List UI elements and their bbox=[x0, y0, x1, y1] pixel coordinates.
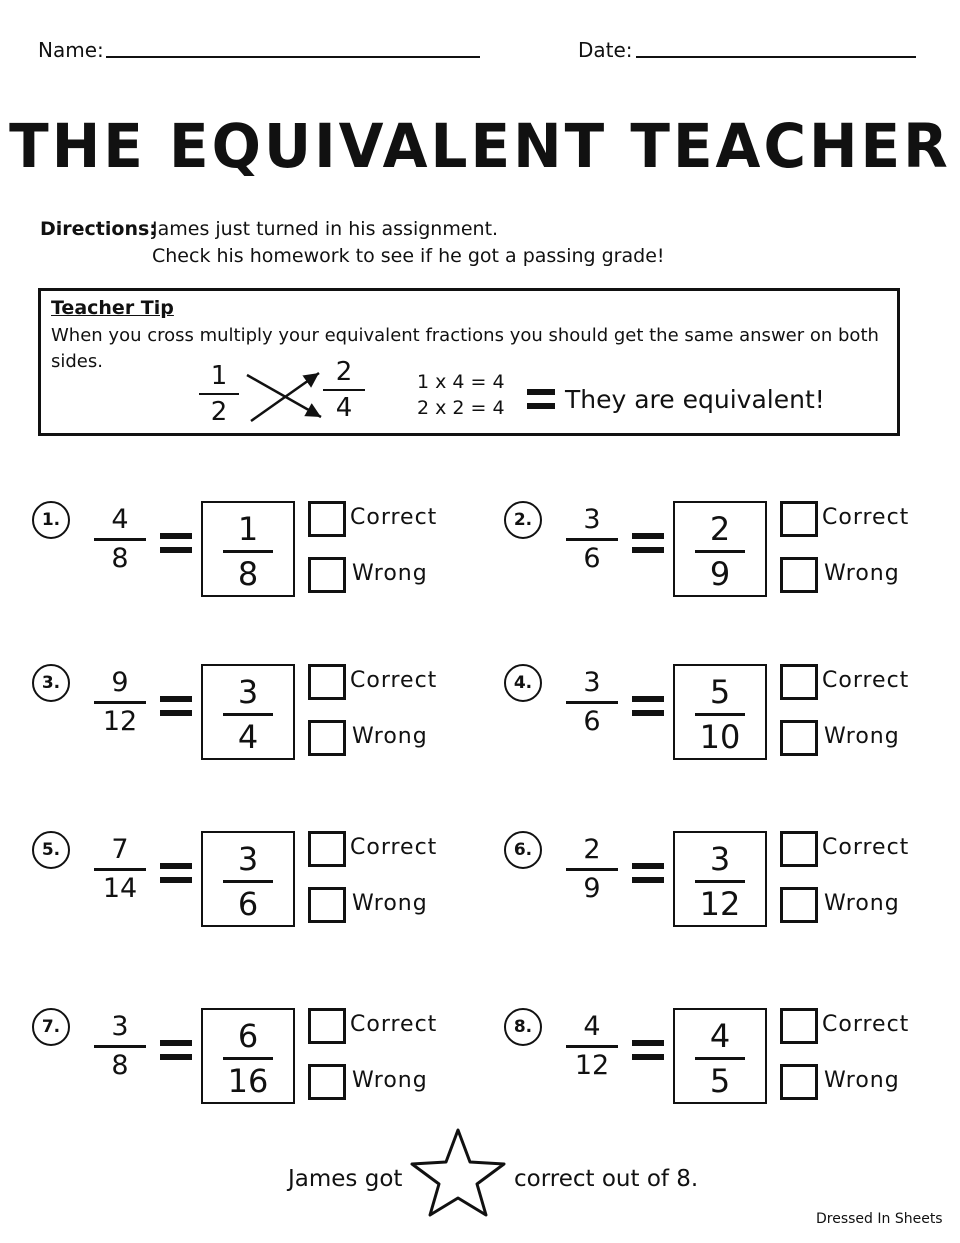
answer-box bbox=[673, 664, 767, 760]
question-numerator: 3 bbox=[583, 504, 601, 535]
equals-sign bbox=[632, 1040, 664, 1068]
tip-equals-sign bbox=[527, 389, 555, 417]
date-line[interactable] bbox=[636, 56, 916, 58]
question-bar bbox=[94, 1045, 146, 1048]
equals-sign bbox=[632, 863, 664, 891]
question-denominator: 6 bbox=[583, 543, 601, 574]
score-suffix: correct out of 8. bbox=[514, 1166, 699, 1192]
problem-number: 4. bbox=[504, 664, 542, 702]
directions-line-1: James just turned in his assignment. bbox=[152, 218, 499, 240]
problem-6 bbox=[504, 827, 944, 937]
answer-numerator: 3 bbox=[237, 840, 259, 878]
cross-multiply-arrows-icon bbox=[241, 365, 331, 427]
question-fraction bbox=[94, 1012, 146, 1081]
wrong-checkbox[interactable] bbox=[780, 887, 818, 923]
name-line[interactable] bbox=[106, 56, 480, 58]
question-fraction bbox=[94, 835, 146, 904]
answer-box bbox=[201, 831, 295, 927]
problem-number: 6. bbox=[504, 831, 542, 869]
wrong-label: Wrong bbox=[824, 724, 900, 749]
wrong-label: Wrong bbox=[352, 1068, 428, 1093]
answer-bar bbox=[223, 1057, 273, 1060]
problem-number: 8. bbox=[504, 1008, 542, 1046]
answer-bar bbox=[223, 713, 273, 716]
problem-number: 3. bbox=[32, 664, 70, 702]
answer-fraction bbox=[223, 674, 273, 755]
question-bar bbox=[94, 538, 146, 541]
equals-sign bbox=[632, 696, 664, 724]
tip-left-denominator: 2 bbox=[210, 397, 228, 427]
answer-box bbox=[201, 664, 295, 760]
equals-sign bbox=[160, 863, 192, 891]
answer-box bbox=[673, 1008, 767, 1104]
directions-text bbox=[152, 216, 665, 270]
answer-denominator: 12 bbox=[699, 885, 741, 923]
answer-denominator: 10 bbox=[699, 718, 741, 756]
teacher-tip-box bbox=[38, 288, 900, 436]
question-bar bbox=[94, 701, 146, 704]
question-numerator: 7 bbox=[111, 834, 129, 865]
answer-numerator: 1 bbox=[237, 510, 259, 548]
directions-label: Directions: bbox=[40, 218, 157, 240]
directions-line-2: Check his homework to see if he got a passing grade! bbox=[152, 245, 665, 267]
answer-fraction bbox=[223, 511, 273, 592]
answer-box bbox=[201, 1008, 295, 1104]
teacher-tip-title: Teacher Tip bbox=[51, 297, 174, 319]
question-fraction bbox=[566, 1012, 618, 1081]
question-fraction bbox=[566, 505, 618, 574]
tip-right-fraction bbox=[323, 357, 365, 423]
tip-left-bar bbox=[199, 393, 239, 395]
tip-equation-1: 1 x 4 = 4 bbox=[417, 371, 505, 393]
wrong-checkbox[interactable] bbox=[308, 887, 346, 923]
answer-denominator: 16 bbox=[227, 1062, 269, 1100]
correct-checkbox[interactable] bbox=[780, 664, 818, 700]
score-star-icon[interactable] bbox=[410, 1126, 506, 1218]
answer-bar bbox=[695, 1057, 745, 1060]
answer-fraction bbox=[695, 841, 745, 922]
wrong-checkbox[interactable] bbox=[780, 1064, 818, 1100]
question-bar bbox=[566, 701, 618, 704]
wrong-checkbox[interactable] bbox=[308, 557, 346, 593]
answer-denominator: 4 bbox=[237, 718, 259, 756]
question-numerator: 4 bbox=[111, 504, 129, 535]
correct-checkbox[interactable] bbox=[308, 501, 346, 537]
problem-number: 5. bbox=[32, 831, 70, 869]
correct-label: Correct bbox=[350, 505, 438, 530]
answer-denominator: 6 bbox=[237, 885, 259, 923]
answer-box bbox=[673, 831, 767, 927]
answer-numerator: 2 bbox=[709, 510, 731, 548]
answer-bar bbox=[695, 713, 745, 716]
answer-fraction bbox=[695, 674, 745, 755]
tip-right-numerator: 2 bbox=[335, 357, 353, 387]
wrong-checkbox[interactable] bbox=[780, 557, 818, 593]
answer-fraction bbox=[223, 841, 273, 922]
correct-label: Correct bbox=[822, 505, 910, 530]
tip-left-numerator: 1 bbox=[210, 361, 228, 391]
question-numerator: 3 bbox=[583, 667, 601, 698]
answer-numerator: 3 bbox=[709, 840, 731, 878]
correct-label: Correct bbox=[350, 668, 438, 693]
answer-numerator: 4 bbox=[709, 1017, 731, 1055]
wrong-label: Wrong bbox=[352, 891, 428, 916]
question-numerator: 4 bbox=[583, 1011, 601, 1042]
answer-fraction bbox=[695, 1018, 745, 1099]
wrong-checkbox[interactable] bbox=[780, 720, 818, 756]
correct-label: Correct bbox=[350, 835, 438, 860]
correct-checkbox[interactable] bbox=[780, 831, 818, 867]
correct-checkbox[interactable] bbox=[308, 1008, 346, 1044]
question-denominator: 6 bbox=[583, 706, 601, 737]
wrong-checkbox[interactable] bbox=[308, 720, 346, 756]
problem-8 bbox=[504, 1004, 944, 1114]
answer-denominator: 5 bbox=[709, 1062, 731, 1100]
equals-sign bbox=[160, 533, 192, 561]
question-numerator: 2 bbox=[583, 834, 601, 865]
problem-number: 2. bbox=[504, 501, 542, 539]
problem-number: 1. bbox=[32, 501, 70, 539]
question-denominator: 12 bbox=[102, 706, 138, 737]
question-bar bbox=[94, 868, 146, 871]
tip-result-text: They are equivalent! bbox=[565, 385, 825, 414]
credit-text: Dressed In Sheets bbox=[816, 1211, 943, 1227]
question-numerator: 3 bbox=[111, 1011, 129, 1042]
correct-checkbox[interactable] bbox=[780, 1008, 818, 1044]
tip-right-denominator: 4 bbox=[335, 393, 353, 423]
problem-7 bbox=[32, 1004, 472, 1114]
tip-equations bbox=[417, 369, 505, 421]
correct-checkbox[interactable] bbox=[308, 664, 346, 700]
question-bar bbox=[566, 538, 618, 541]
question-fraction bbox=[94, 505, 146, 574]
problem-5 bbox=[32, 827, 472, 937]
question-fraction bbox=[566, 835, 618, 904]
teacher-tip-text: When you cross multiply your equivalent fractions you should get the same answer on both sides. bbox=[51, 325, 879, 372]
question-numerator: 9 bbox=[111, 667, 129, 698]
question-bar bbox=[566, 868, 618, 871]
problem-1 bbox=[32, 497, 472, 607]
correct-label: Correct bbox=[822, 835, 910, 860]
answer-denominator: 9 bbox=[709, 555, 731, 593]
problem-number: 7. bbox=[32, 1008, 70, 1046]
answer-bar bbox=[695, 880, 745, 883]
question-denominator: 12 bbox=[574, 1050, 610, 1081]
wrong-label: Wrong bbox=[824, 1068, 900, 1093]
problem-3 bbox=[32, 660, 472, 770]
answer-fraction bbox=[695, 511, 745, 592]
answer-box bbox=[201, 501, 295, 597]
correct-label: Correct bbox=[822, 1012, 910, 1037]
tip-equation-2: 2 x 2 = 4 bbox=[417, 397, 505, 419]
correct-checkbox[interactable] bbox=[780, 501, 818, 537]
name-label: Name: bbox=[38, 38, 104, 62]
problem-4 bbox=[504, 660, 944, 770]
tip-right-bar bbox=[323, 389, 365, 391]
answer-denominator: 8 bbox=[237, 555, 259, 593]
correct-checkbox[interactable] bbox=[308, 831, 346, 867]
wrong-label: Wrong bbox=[824, 891, 900, 916]
answer-fraction bbox=[223, 1018, 273, 1099]
correct-label: Correct bbox=[822, 668, 910, 693]
equals-sign bbox=[632, 533, 664, 561]
problem-2 bbox=[504, 497, 944, 607]
wrong-label: Wrong bbox=[352, 561, 428, 586]
question-denominator: 9 bbox=[583, 873, 601, 904]
question-bar bbox=[566, 1045, 618, 1048]
answer-bar bbox=[223, 550, 273, 553]
question-denominator: 8 bbox=[111, 1050, 129, 1081]
equals-sign bbox=[160, 1040, 192, 1068]
answer-numerator: 6 bbox=[237, 1017, 259, 1055]
answer-box bbox=[673, 501, 767, 597]
date-label: Date: bbox=[578, 38, 633, 62]
tip-left-fraction bbox=[199, 361, 239, 427]
answer-bar bbox=[223, 880, 273, 883]
question-denominator: 14 bbox=[102, 873, 138, 904]
page-title: THE EQUIVALENT TEACHER bbox=[9, 110, 951, 182]
wrong-label: Wrong bbox=[352, 724, 428, 749]
answer-bar bbox=[695, 550, 745, 553]
equals-sign bbox=[160, 696, 192, 724]
question-fraction bbox=[566, 668, 618, 737]
question-fraction bbox=[94, 668, 146, 737]
score-prefix: James got bbox=[288, 1166, 403, 1192]
answer-numerator: 5 bbox=[709, 673, 731, 711]
answer-numerator: 3 bbox=[237, 673, 259, 711]
wrong-label: Wrong bbox=[824, 561, 900, 586]
question-denominator: 8 bbox=[111, 543, 129, 574]
correct-label: Correct bbox=[350, 1012, 438, 1037]
wrong-checkbox[interactable] bbox=[308, 1064, 346, 1100]
